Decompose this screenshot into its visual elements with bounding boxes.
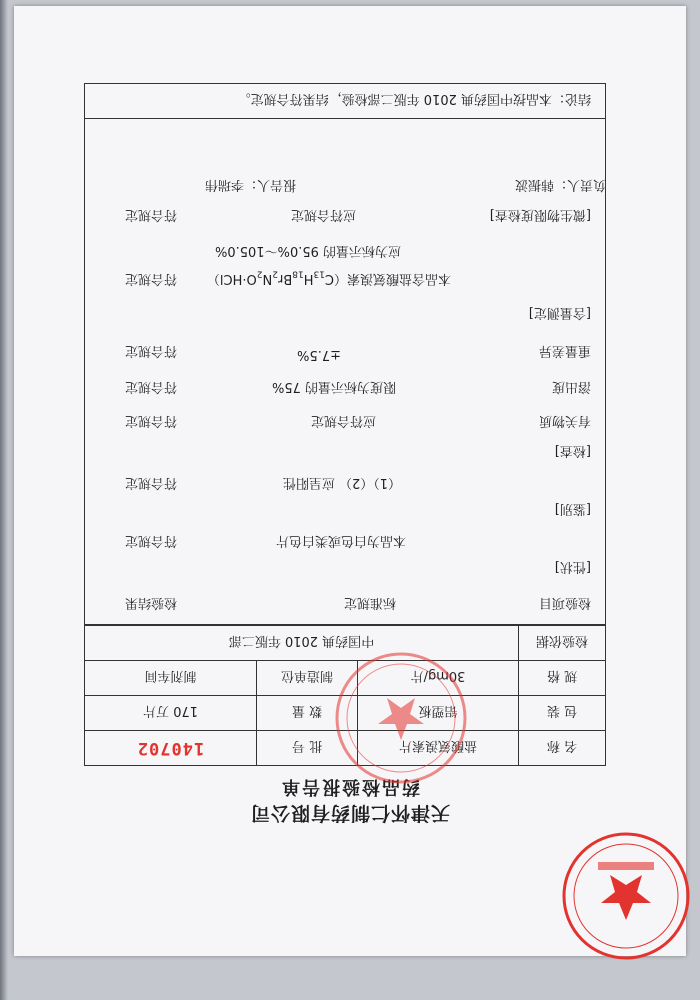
responsible-person: 负责人：韩振波 xyxy=(514,177,606,192)
col-result: 检验结果 xyxy=(125,595,178,610)
report-title: 药品检验报告单 xyxy=(280,776,420,797)
assay-std-formula: ·HCl） xyxy=(206,271,247,286)
assay-std-line2: 应为标示量的 95.0%～105.0% xyxy=(215,243,401,258)
weight-res: 符合规定 xyxy=(125,343,178,358)
name-value: 盐酸氨溴索片 xyxy=(357,731,518,765)
dissolution-std: 限度为标示量的 75% xyxy=(271,379,396,394)
basis-value: 中国药典 2010 年版二部 xyxy=(228,633,375,649)
name-label: 名 称 xyxy=(518,731,605,765)
micro-std: 应符合规定 xyxy=(290,207,356,222)
micro-res: 符合规定 xyxy=(125,207,178,222)
related-label: 有关物质 xyxy=(538,413,591,428)
quantity-value: 170 万片 xyxy=(143,703,198,719)
assay-std: 本品含盐酸氨溴索$(C_{13}H_{18}Br_2N_2O\cdot HCl)$ xyxy=(206,268,451,286)
micro-label: [微生物限度检查] xyxy=(489,207,591,222)
company-seal-faint xyxy=(331,648,471,788)
assay-res: 符合规定 xyxy=(125,271,178,286)
dissolution-label: 溶出度 xyxy=(551,379,591,394)
results-section: 检验项目 标准规定 检验结果 [性状] 本品为白色或类白色片 符合规定 [鉴别] （1）（2） 应呈阳性 符合规定 [检查] 有关物质 应符合规定 符合规定 溶出度 限度为标示量的 75% 符合规定 重量差异 ±7.5% 符合规定 [含量测定] 本品含盐酸氨溴索$(C_{13}H_{18}Br_2N_2O\cdot HCl)$ 符合规定 应为标示量的 95.0%～105.0% [微生物限度检查] 应符合规定 符合规定 xyxy=(85,119,605,625)
spec-value: 30mg/片 xyxy=(357,661,518,695)
appearance-std: 本品为白色或类白色片 xyxy=(275,533,406,548)
maker-label: 制造单位 xyxy=(256,661,357,695)
dissolution-res: 符合规定 xyxy=(125,379,178,394)
batch-label: 批 号 xyxy=(256,731,357,765)
identification-std: （1）（2） 应呈阳性 xyxy=(282,475,401,490)
weight-std: ±7.5% xyxy=(297,347,341,362)
package-label: 包 装 xyxy=(518,696,605,730)
related-res: 符合规定 xyxy=(125,413,178,428)
report-sheet xyxy=(14,6,686,956)
report-number xyxy=(85,731,256,765)
quantity-label: 数 量 xyxy=(256,696,357,730)
maker-value: 制剂车间 xyxy=(144,668,197,684)
assay-std-prefix: 本品含盐酸氨溴索（C xyxy=(324,271,451,286)
weight-label: 重量差异 xyxy=(538,343,591,358)
spec-label: 规 格 xyxy=(518,661,605,695)
related-std: 应符合规定 xyxy=(310,413,376,428)
identification-res: 符合规定 xyxy=(125,475,178,490)
appearance-res: 符合规定 xyxy=(125,533,178,548)
col-standard: 标准规定 xyxy=(343,595,396,610)
package-value: 铝塑板 xyxy=(357,696,518,730)
basis-label: 检验依据 xyxy=(518,626,605,660)
col-item: 检验项目 xyxy=(538,595,591,610)
report-number-text: 140702 xyxy=(136,738,205,758)
conclusion: 结论：本品按中国药典 2010 年版二部检验，结果符合规定。 xyxy=(85,84,605,119)
company-name: 天津怀仁制药有限公司 xyxy=(250,802,451,824)
reporter: 报告人：李瑞伟 xyxy=(204,177,296,192)
quality-seal xyxy=(556,826,696,966)
